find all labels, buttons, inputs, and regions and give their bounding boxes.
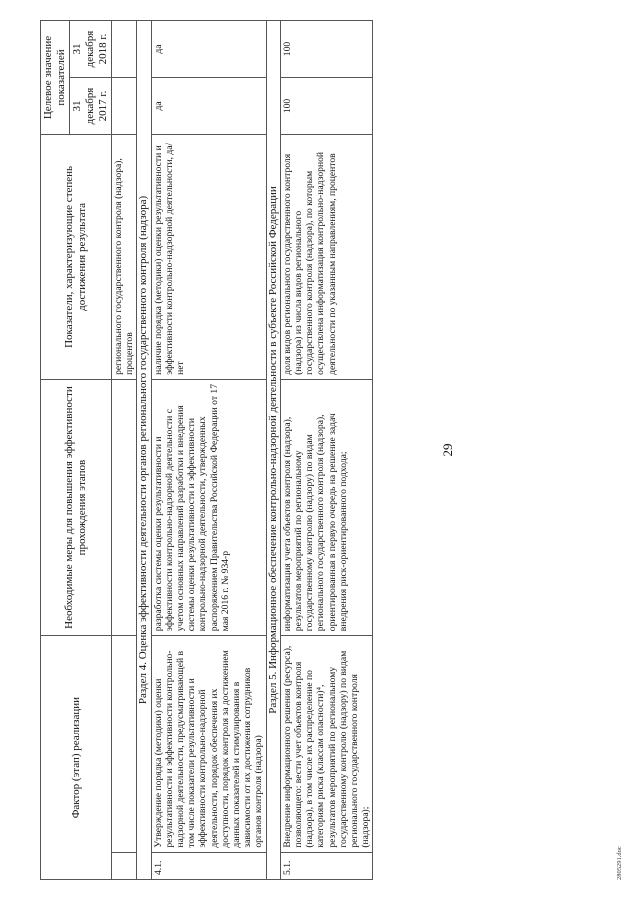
header-year-2017: 31 декабря 2017 г.: [70, 78, 112, 135]
section-4-row: [137, 21, 151, 880]
row-value-2018: 100: [280, 21, 373, 78]
row-measures: информатизация учета объектов контроля (надзора), результатов мероприятий по региональному государственному контролю (надзору) по видам регионального государственного контроля (надзора), ориентированная в первую очередь на решение задач внедрения риск-ориентированного подхода;: [280, 379, 373, 635]
row-number: 4.1.: [151, 852, 266, 879]
header-indicators: Показатели, характеризующие степень достижения результата: [41, 134, 112, 379]
implementation-table: [40, 20, 373, 880]
row-measures: разработка системы оценки результативности и эффективности контрольно-надзорной деятельности с учетом основных направлений разработки и внедрения системы оценки результативности и эффективности контрольно-надзорной деятельности, утвержденных распоряжением Правительства Российской Федерации от 17 мая 2016 г. № 934-р: [151, 379, 266, 635]
document-id: 2805291.doc: [616, 846, 623, 880]
page-number: 29: [440, 443, 455, 457]
row-number: 5.1.: [280, 852, 373, 879]
section-5-title: Раздел 5. Информационное обеспечение контрольно-надзорной деятельности в субъекте Российской Федерации: [266, 21, 280, 880]
section-5-row: [266, 21, 280, 880]
row-factor: Внедрение информационного решения (ресурса), позволяющего: вести учет объектов контроля (надзора), в том числе их распределение по категориям риска (классам опасности)⁴, результатов мероприятий по региональному государственному контролю (надзору) по видам регионального государственного контроля (надзора);: [280, 636, 373, 852]
row-indicator: доля видов регионального государственного контроля (надзора) из числа видов регионального государственного контроля (надзора), по которым осуществлена информатизация контрольно-надзорной деятельности по указанным направлениям, процентов: [280, 134, 373, 379]
row-value-2018: да: [151, 21, 266, 78]
section-4-title: Раздел 4. Оценка эффективности деятельности органов регионального государственного контроля (надзора): [137, 21, 151, 880]
table-row-4-1: [151, 21, 266, 880]
header-measures: Необходимые меры для повышения эффективности прохождения этапов: [41, 379, 112, 635]
table-row-continued: [112, 21, 137, 880]
header-year-2018: 31 декабря 2018 г.: [70, 21, 112, 78]
row-factor: Утверждение порядка (методики) оценки результативности и эффективности контрольно-надзорной деятельности, предусматривающей в том числе показатели результативности и эффективности контрольно-надзорной деятельности, порядок обеспечения их доступности, порядок контроля за достижением данных показателей и стимулирования в зависимости от их достижения сотрудников органов контроля (надзора): [151, 636, 266, 852]
rotated-page-content: [20, 20, 623, 880]
row-value-2017: 100: [280, 78, 373, 135]
row-indicator: наличие порядка (методики) оценки результативности и эффективности контрольно-надзорной деятельности, да/нет: [151, 134, 266, 379]
table-row-5-1: [280, 21, 373, 880]
row-value-2017: да: [151, 78, 266, 135]
header-target: Целевое значение показателей: [41, 21, 70, 135]
continued-indicator: регионального государственного контроля (надзора), процентов: [112, 134, 137, 379]
header-factor: Фактор (этап) реализации: [41, 636, 112, 880]
